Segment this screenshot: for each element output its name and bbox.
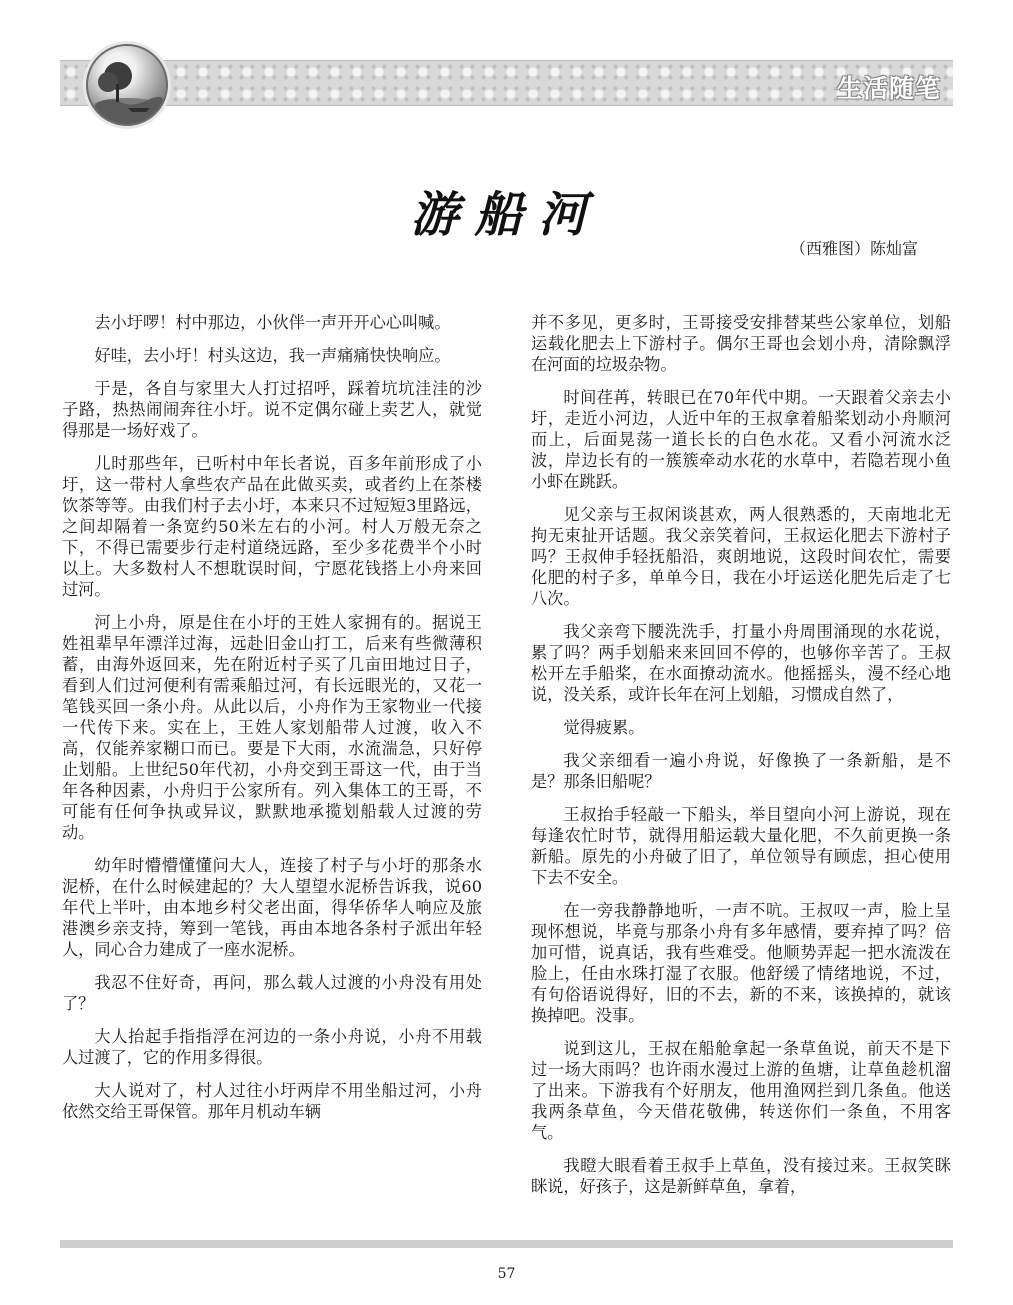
- paragraph: 我父亲弯下腰洗洗手，打量小舟周围涌现的水花说，累了吗？两手划船来来回回不停的，也够你辛苦了。王叔松开左手船桨，在水面撩动流水。他摇摇头，漫不经心地说，没关系，或许长年在河上划船，习惯成自然了，: [531, 622, 951, 704]
- paragraph: 王叔抬手轻敲一下船头，举目望向小河上游说，现在每逢农忙时节，就得用船运载大量化肥，不久前更换一条新船。原先的小舟破了旧了，单位领导有顾虑，担心使用下去不安全。: [531, 805, 951, 887]
- paragraph: 时间荏苒，转眼已在70年代中期。一天跟着父亲去小圩，走近小河边，人近中年的王叔拿着船桨划动小舟顺河而上，后面晃荡一道长长的白色水花。又看小河流水泛波，岸边长有的一簇簇牵动水花的水草中，若隐若现小鱼小虾在跳跃。: [531, 388, 951, 491]
- paragraph: 说到这儿，王叔在船舱拿起一条草鱼说，前天不是下过一场大雨吗？也许雨水漫过上游的鱼塘，让草鱼趁机溜了出来。下游我有个好朋友，他用渔网拦到几条鱼。他送我两条草鱼，今天借花敬佛，转送你们一条鱼，不用客气。: [531, 1039, 951, 1142]
- paragraph: 并不多见，更多时，王哥接受安排替某些公家单位，划船运载化肥去上下游村子。偶尔王哥也会划小舟，清除飘浮在河面的垃圾杂物。: [531, 313, 951, 374]
- article-byline: （西雅图）陈灿富: [789, 239, 918, 258]
- paragraph: 我父亲细看一遍小舟说，好像换了一条新船，是不是？那条旧船呢？: [531, 751, 951, 791]
- article-column-left: [62, 312, 482, 1134]
- paragraph: 觉得疲累。: [563, 718, 645, 737]
- paragraph: 我忍不住好奇，再问，那么载人过渡的小舟没有用处了？: [62, 973, 482, 1013]
- article-title: 游船河: [410, 187, 603, 243]
- footer-rule: [60, 1240, 953, 1248]
- paragraph: 在一旁我静静地听，一声不吭。王叔叹一声，脸上呈现怀想说，毕竟与那条小舟有多年感情，要弃掉了吗？倍加可惜，说真话，我有些难受。他顺势弄起一把水流泼在脸上，任由水珠打湿了衣服。他舒缓了情绪地说，不过，有句俗语说得好，旧的不去，新的不来，该换掉的，就该换掉吧。没事。: [531, 901, 951, 1025]
- paragraph: 去小圩啰！村中那边，小伙伴一声开开心心叫喊。: [94, 313, 451, 332]
- paragraph: 儿时那些年，已听村中年长者说，百多年前形成了小圩，这一带村人拿些农产品在此做买卖，或者约上在茶楼饮茶等等。由我们村子去小圩，本来只不过短短3里路远，之间却隔着一条宽约50米左右的小河。村人万般无奈之下，不得已需要步行走村道绕远路，至少多花费半个小时以上。大多数村人不想耽误时间，宁愿花钱搭上小舟来回过河。: [62, 454, 482, 599]
- paragraph: 幼年时懵懵懂懂问大人，连接了村子与小圩的那条水泥桥，在什么时候建起的？大人望望水泥桥告诉我，说60年代上半叶，由本地乡村父老出面，得华侨华人响应及旅港澳乡亲支持，筹到一笔钱，再由本地各条村子派出年轻人，同心合力建成了一座水泥桥。: [62, 856, 482, 959]
- section-label: 生活随笔: [836, 74, 941, 103]
- paragraph: 大人说对了，村人过往小圩两岸不用坐船过河，小舟依然交给王哥保管。那年月机动车辆: [62, 1081, 482, 1121]
- article-column-right: [531, 312, 951, 1209]
- page-number: 57: [497, 1266, 516, 1282]
- paragraph: 见父亲与王叔闲谈甚欢，两人很熟悉的，天南地北无拘无束扯开话题。我父亲笑着问，王叔运化肥去下游村子吗？王叔伸手轻抚船沿，爽朗地说，这段时间农忙，需要化肥的村子多，单单今日，我在小圩运送化肥先后走了七八次。: [531, 505, 951, 608]
- paragraph: 我瞪大眼看着王叔手上草鱼，没有接过来。王叔笑眯眯说，好孩子，这是新鲜草鱼，拿着，: [531, 1156, 951, 1196]
- landscape-emblem-icon: [86, 44, 168, 126]
- paragraph: 好哇，去小圩！村头这边，我一声痛痛快快响应。: [94, 346, 451, 365]
- paragraph: 于是，各自与家里大人打过招呼，踩着坑坑洼洼的沙子路，热热闹闹奔往小圩。说不定偶尔碰上卖艺人，就觉得那是一场好戏了。: [62, 379, 482, 440]
- header-banner: [60, 60, 953, 106]
- paragraph: 河上小舟，原是住在小圩的王姓人家拥有的。据说王姓祖辈早年漂洋过海，远赴旧金山打工，后来有些微薄积蓄，由海外返回来，先在附近村子买了几亩田地过日子，看到人们过河便利有需乘船过河，有长远眼光的，又花一笔钱买回一条小舟。从此以后，小舟作为王家物业一代接一代传下来。实在上，王姓人家划船带人过渡，收入不高，仅能养家糊口而已。要是下大雨，水流湍急，只好停止划船。上世纪50年代初，小舟交到王哥这一代，由于当年各种因素，小舟归于公家所有。列入集体工的王哥，不可能有任何争执或异议，默默地承揽划船载人过渡的劳动。: [62, 613, 482, 842]
- paragraph: 大人抬起手指指浮在河边的一条小舟说，小舟不用载人过渡了，它的作用多得很。: [62, 1027, 482, 1067]
